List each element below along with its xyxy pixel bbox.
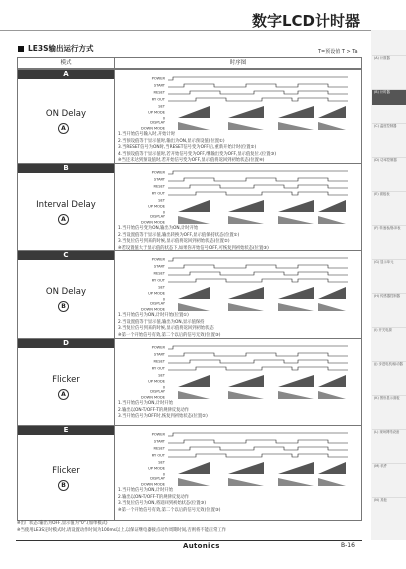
signal-waveform — [168, 279, 348, 282]
signal-waveform — [168, 91, 348, 94]
description-line: 3.当复位信号为ON,将返回到初始状态(位置③) — [118, 501, 207, 506]
description-line: 3.当复位信号到来的时候,显示值将返回到初始状态 — [118, 326, 214, 331]
signal-label: POWER — [151, 257, 165, 262]
side-index-tab[interactable]: (J) 步进电机/驱动器 — [372, 361, 406, 377]
signal-label: DISPLAY — [150, 389, 165, 394]
count-ramp — [278, 462, 314, 474]
timing-diagram — [118, 167, 358, 225]
signal-label: POWER — [151, 345, 165, 350]
side-index-tab[interactable]: (F) 转速表/脉冲表 — [372, 225, 406, 241]
footnote-1: ※出厂状态:输出为OFF,显示值为"0".(加单模式) — [17, 521, 108, 526]
footnotes — [17, 521, 362, 534]
count-ramp — [178, 462, 210, 474]
mode-variant-badge: A — [58, 123, 69, 134]
description-line: ※第一个开始信号有效,第二个以后的信号无效(位置③) — [118, 507, 221, 513]
timing-column-header: 时序图 — [115, 58, 361, 69]
mode-variant-badge: B — [58, 301, 69, 312]
signal-waveform — [168, 454, 348, 457]
count-ramp — [178, 287, 210, 299]
mode-description — [118, 132, 358, 165]
page-number: B-16 — [341, 542, 355, 549]
signal-label: UP MODE — [148, 466, 165, 471]
mode-cell — [18, 70, 115, 164]
brand-logo: Autonics — [183, 542, 220, 550]
signal-label: 0 — [162, 210, 165, 215]
count-ramp-down — [228, 478, 264, 486]
signal-label: UP MODE — [148, 291, 165, 296]
count-ramp-down — [278, 303, 314, 311]
signal-label: START — [153, 439, 165, 444]
side-index-tab[interactable]: (L) 现场网络设备 — [372, 429, 406, 445]
description-line: 1.当开始信号输入时,开始计时 — [118, 132, 176, 137]
count-ramp-down — [278, 216, 314, 224]
signal-waveform — [168, 258, 348, 261]
description-line: 4.当预设值等于显示值时,若开始信号变为OFF,继输出变为OFF,显示值复位.(位置③) — [118, 151, 277, 157]
signal-label: UP MODE — [148, 204, 165, 209]
mode-name: Flicker — [52, 465, 80, 476]
output-mode-table — [17, 57, 362, 521]
signal-label: SET — [158, 285, 165, 290]
timing-diagram — [118, 254, 358, 312]
count-ramp — [178, 200, 210, 212]
signal-label: 0 — [162, 116, 165, 121]
side-index-tab[interactable]: (M) 软件 — [372, 463, 406, 479]
signal-waveform — [168, 367, 348, 370]
count-ramp-down — [178, 122, 210, 130]
description-line: 3.当RESET信号为ON时,当RESET信号变为OFF后,重新开始计时(位置②) — [118, 145, 257, 150]
count-ramp-down — [278, 122, 314, 130]
signal-waveform — [168, 84, 348, 87]
signal-label: RESET — [153, 271, 165, 276]
side-index-tab[interactable]: (B) 计时器 — [372, 89, 406, 105]
mode-block-e — [18, 425, 361, 521]
signal-label: RY OUT — [151, 278, 165, 283]
signal-label: RESET — [153, 446, 165, 451]
count-ramp-down — [318, 391, 346, 399]
mode-block-a — [18, 69, 361, 164]
description-line: 2.当设置值等于显示值,输出转换为OFF,显示值保持状态(位置①) — [118, 232, 240, 238]
mode-cell — [18, 164, 115, 251]
count-ramp-down — [178, 478, 210, 486]
signal-label: DOWN MODE — [141, 395, 165, 400]
description-line: 1.当开始信号为ON,计时开始(位置①) — [118, 313, 189, 318]
count-ramp — [178, 375, 210, 387]
signal-label: UP MODE — [148, 110, 165, 115]
mode-description — [118, 401, 358, 421]
signal-waveform — [168, 360, 348, 363]
count-ramp-down — [178, 391, 210, 399]
count-ramp — [318, 200, 346, 212]
mode-letter: E — [18, 426, 114, 435]
signal-waveform — [168, 353, 348, 356]
mode-variant-badge: A — [58, 389, 69, 400]
description-line: ※若设置值大于显示值的状态下,如果你开始信号OFF,可恢复到初始状态(位置③) — [118, 245, 269, 251]
signal-waveform — [168, 447, 348, 450]
signal-label: SET — [158, 373, 165, 378]
signal-label: START — [153, 264, 165, 269]
signal-label: DISPLAY — [150, 301, 165, 306]
mode-description — [118, 226, 358, 252]
signal-label: RY OUT — [151, 97, 165, 102]
description-line: ※第一个开始信号有效,第二个以后的信号无效(位置③) — [118, 332, 221, 338]
count-ramp — [228, 462, 264, 474]
signal-label: START — [153, 83, 165, 88]
side-index-tab[interactable]: (G) 显示单元 — [372, 259, 406, 275]
count-ramp — [318, 375, 346, 387]
count-ramp-down — [228, 216, 264, 224]
mode-column-header: 模式 — [18, 58, 115, 69]
top-divider — [0, 30, 406, 31]
signal-waveform — [168, 98, 348, 101]
footnote-2: ※当使用LE3S定时模式时,请设置动作时间为100ms以上,以保证继电器接点动作周期时间,否则将不能正常工作 — [17, 527, 227, 533]
mode-cell — [18, 339, 115, 426]
signal-label: START — [153, 352, 165, 357]
count-ramp-down — [278, 391, 314, 399]
count-ramp — [278, 200, 314, 212]
signal-label: SET — [158, 104, 165, 109]
count-ramp — [228, 200, 264, 212]
count-ramp — [228, 375, 264, 387]
mode-variant-badge: B — [58, 480, 69, 491]
count-ramp-down — [318, 303, 346, 311]
description-line: 3.当复位信号到来的时候,显示值将返回到初始状态(位置②) — [118, 239, 230, 244]
signal-label: DOWN MODE — [141, 126, 165, 131]
page-title: 数字LCD计时器 — [251, 12, 360, 30]
description-line: 3.当开始信号为OFF时,恢复到初始状态(位置②) — [118, 414, 208, 419]
mode-cell — [18, 426, 115, 521]
mode-letter: C — [18, 251, 114, 260]
signal-label: RY OUT — [151, 366, 165, 371]
mode-name: Flicker — [52, 374, 80, 385]
signal-label: POWER — [151, 432, 165, 437]
section-title — [18, 43, 94, 54]
count-ramp-down — [278, 478, 314, 486]
count-ramp — [178, 106, 210, 118]
side-index-tab[interactable]: (H) 传感器控制器 — [372, 293, 406, 309]
signal-label: SET — [158, 198, 165, 203]
count-ramp — [278, 106, 314, 118]
side-index-tab[interactable]: (K) 图形显示面板 — [372, 395, 406, 411]
count-ramp — [318, 106, 346, 118]
mode-block-d — [18, 338, 361, 426]
count-ramp-down — [178, 303, 210, 311]
count-ramp — [278, 375, 314, 387]
signal-waveform — [168, 178, 348, 181]
mode-name: Interval Delay — [36, 199, 96, 210]
signal-waveform — [168, 77, 348, 80]
mode-variant-badge: A — [58, 214, 69, 225]
count-ramp — [228, 106, 264, 118]
mode-block-b — [18, 163, 361, 251]
timing-diagram — [118, 429, 358, 487]
count-ramp-down — [178, 216, 210, 224]
side-index-tab[interactable]: (A) 计数器 — [372, 55, 406, 71]
signal-label: RY OUT — [151, 453, 165, 458]
signal-label: RESET — [153, 90, 165, 95]
count-ramp — [318, 462, 346, 474]
mode-letter: D — [18, 339, 114, 348]
description-line: 2.当设置值等于显示值,输出为ON,显示值保持 — [118, 319, 205, 325]
signal-waveform — [168, 171, 348, 174]
signal-waveform — [168, 185, 348, 188]
mode-letter: A — [18, 70, 114, 79]
mode-cell — [18, 251, 115, 339]
mode-description — [118, 313, 358, 339]
signal-waveform — [168, 265, 348, 268]
description-line: 1.当开始信号为ON,计时开始 — [118, 488, 174, 493]
signal-waveform — [168, 440, 348, 443]
signal-waveform — [168, 192, 348, 195]
description-line: 2.当预设值等于显示值时,输出为ON,显示预设值(位置①) — [118, 138, 225, 144]
section-title-text: LE3S输出运行方式 — [28, 44, 94, 53]
side-index-tab[interactable]: (D) 功率控制器 — [372, 157, 406, 173]
square-bullet-icon — [18, 46, 24, 52]
mode-name: ON Delay — [45, 287, 87, 297]
timing-diagram — [118, 73, 358, 131]
signal-waveform — [168, 433, 348, 436]
description-line: 1.当开始信号变为ON,输出为ON,计时开始 — [118, 226, 199, 231]
signal-waveform — [168, 272, 348, 275]
description-line: ※当还未达到预设值时,若开始信号变为OFF,显示值将返回到初始状态(位置④) — [118, 158, 265, 163]
count-ramp — [318, 287, 346, 299]
signal-label: START — [153, 177, 165, 182]
signal-label: POWER — [151, 76, 165, 81]
signal-label: DOWN MODE — [141, 307, 165, 312]
signal-label: 0 — [162, 472, 165, 477]
signal-label: DISPLAY — [150, 476, 165, 481]
description-line: 2.输出以ON-T/OFF-T的规律反复动作 — [118, 407, 189, 413]
signal-label: 0 — [162, 297, 165, 302]
description-line: 2.输出以ON-T/OFF-T的规律反复动作 — [118, 494, 189, 500]
side-index-tab[interactable]: (E) 面板表 — [372, 191, 406, 207]
signal-label: DOWN MODE — [141, 482, 165, 487]
mode-letter: B — [18, 164, 114, 173]
count-ramp-down — [318, 216, 346, 224]
count-ramp-down — [228, 303, 264, 311]
signal-label: DOWN MODE — [141, 220, 165, 225]
mode-name: ON Delay — [45, 109, 87, 119]
count-ramp-down — [318, 478, 346, 486]
signal-label: DISPLAY — [150, 120, 165, 125]
timing-diagram — [118, 342, 358, 400]
signal-label: SET — [158, 460, 165, 465]
description-line: 1.当开始信号为ON,计时开始 — [118, 401, 174, 406]
signal-label: 0 — [162, 385, 165, 390]
signal-label: RESET — [153, 184, 165, 189]
mode-block-c — [18, 250, 361, 339]
signal-label: DISPLAY — [150, 214, 165, 219]
count-ramp-down — [228, 122, 264, 130]
count-ramp — [278, 287, 314, 299]
time-note: T=预设值 T > Ta — [318, 49, 358, 55]
side-index-tab[interactable]: (N) 其他 — [372, 497, 406, 513]
count-ramp — [228, 287, 264, 299]
signal-label: RY OUT — [151, 191, 165, 196]
signal-label: RESET — [153, 359, 165, 364]
signal-label: POWER — [151, 170, 165, 175]
signal-waveform — [168, 346, 348, 349]
count-ramp-down — [228, 391, 264, 399]
mode-description — [118, 488, 358, 514]
side-index-tab[interactable]: (I) 开关电源 — [372, 327, 406, 343]
footer-divider — [16, 540, 362, 541]
count-ramp-down — [318, 122, 346, 130]
side-index-tab[interactable]: (C) 温度控制器 — [372, 123, 406, 139]
signal-label: UP MODE — [148, 379, 165, 384]
